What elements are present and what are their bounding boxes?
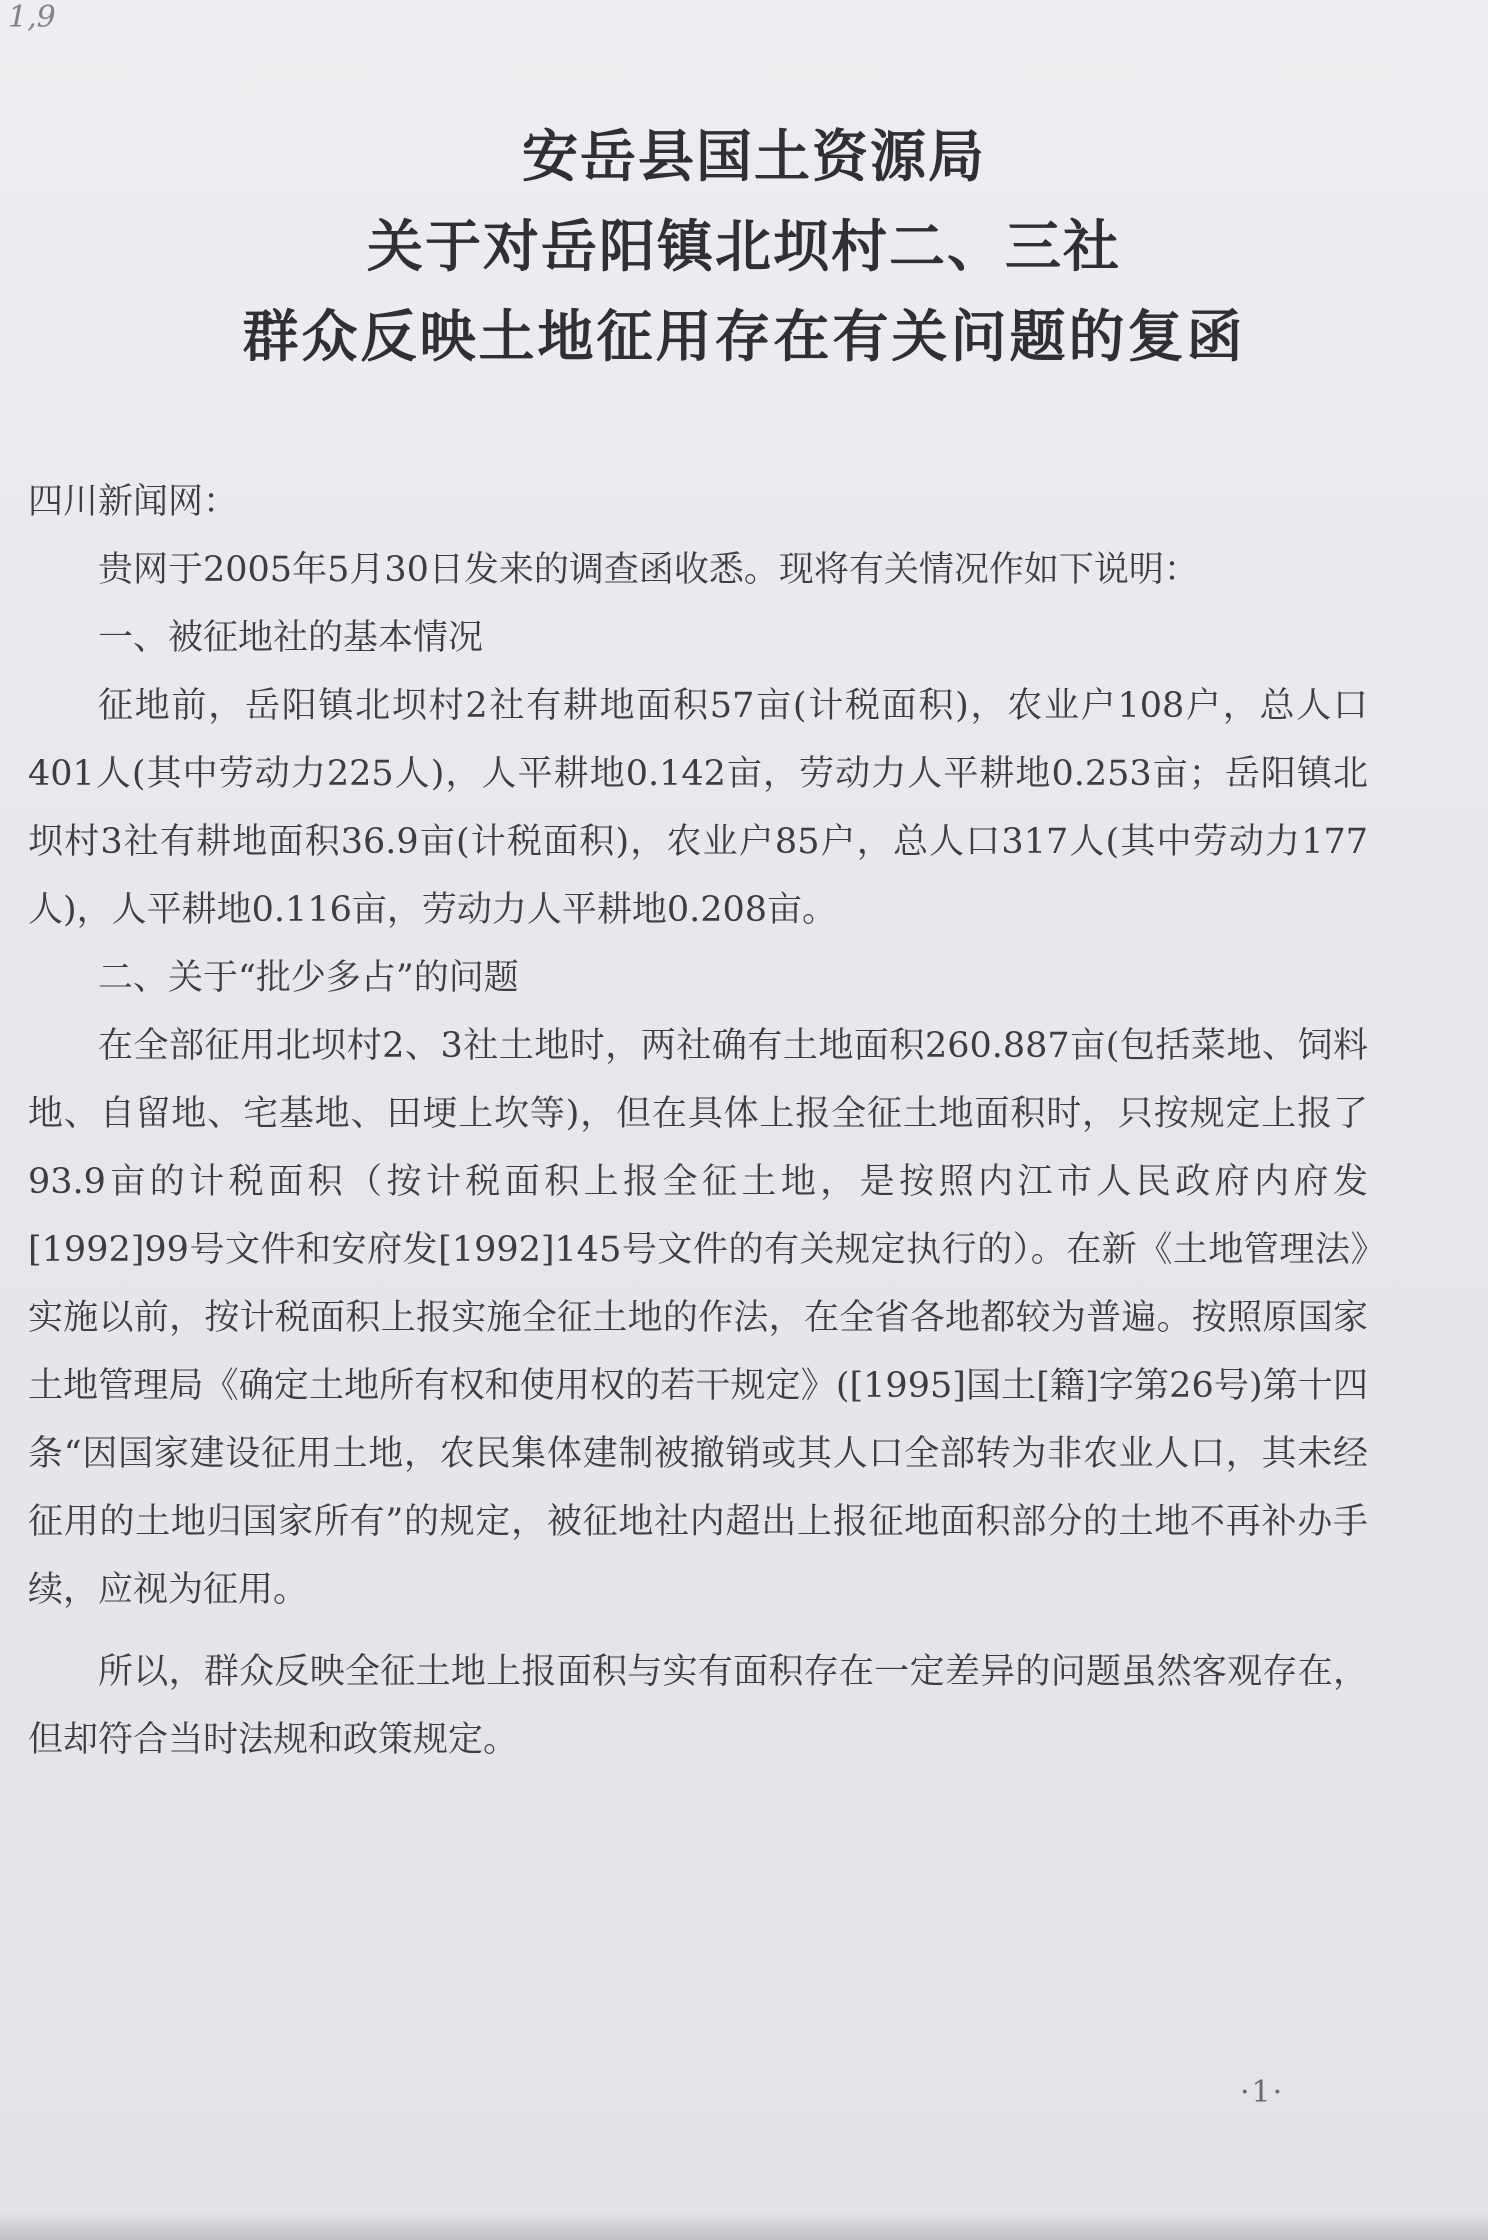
section-heading-1: 一、被征地社的基本情况 xyxy=(98,618,484,658)
corner-handwritten-mark: 1,9 xyxy=(8,0,56,35)
page-number: ·1· xyxy=(1240,2075,1285,2110)
paragraph-basic-situation: 征地前，岳阳镇北坝村2社有耕地面积57亩(计税面积)，农业户108户，总人口401人(其中劳动力225人)，人平耕地0.142亩，劳动力人平耕地0.253亩；岳阳镇北坝村3社有耕地面积36.9亩(计税面积)，农业户85户，总人口317人(其中劳动力177人)，人平耕地0.116亩，劳动力人平耕地0.208亩。 xyxy=(28,686,1368,930)
salutation: 四川新闻网： xyxy=(28,482,239,522)
intro-paragraph: 贵网于2005年5月30日发来的调查函收悉。现将有关情况作如下说明： xyxy=(98,550,1199,590)
title-line-2: 关于对岳阳镇北坝村二、三社 xyxy=(367,214,1121,280)
bottom-edge-shadow xyxy=(0,2212,1488,2240)
section-heading-2: 二、关于“批少多占”的问题 xyxy=(98,958,519,998)
title-line-3: 群众反映土地征用存在有关问题的复函 xyxy=(242,304,1246,370)
document-body xyxy=(28,468,1368,1774)
title-line-1: 安岳县国土资源局 xyxy=(522,124,986,190)
document-title xyxy=(0,112,1488,382)
paragraph-land-issue: 在全部征用北坝村2、3社土地时，两社确有土地面积260.887亩(包括菜地、饲料地、自留地、宅基地、田埂上坎等)，但在具体上报全征土地面积时，只按规定上报了93.9亩的计税面积（按计税面积上报全征土地，是按照内江市人民政府内府发[1992]99号文件和安府发[1992]145号文件的有关规定执行的）。在新《土地管理法》实施以前，按计税面积上报实施全征土地的作法，在全省各地都较为普遍。按照原国家土地管理局《确定土地所有权和使用权的若干规定》([1995]国土[籍]字第26号)第十四条“因国家建设征用土地，农民集体建制被撤销或其人口全部转为非农业人口，其未经征用的土地归国家所有”的规定，被征地社内超出上报征地面积部分的土地不再补办手续，应视为征用。 xyxy=(28,1026,1368,1610)
paragraph-conclusion: 所以，群众反映全征土地上报面积与实有面积存在一定差异的问题虽然客观存在，但却符合当时法规和政策规定。 xyxy=(28,1652,1368,1760)
